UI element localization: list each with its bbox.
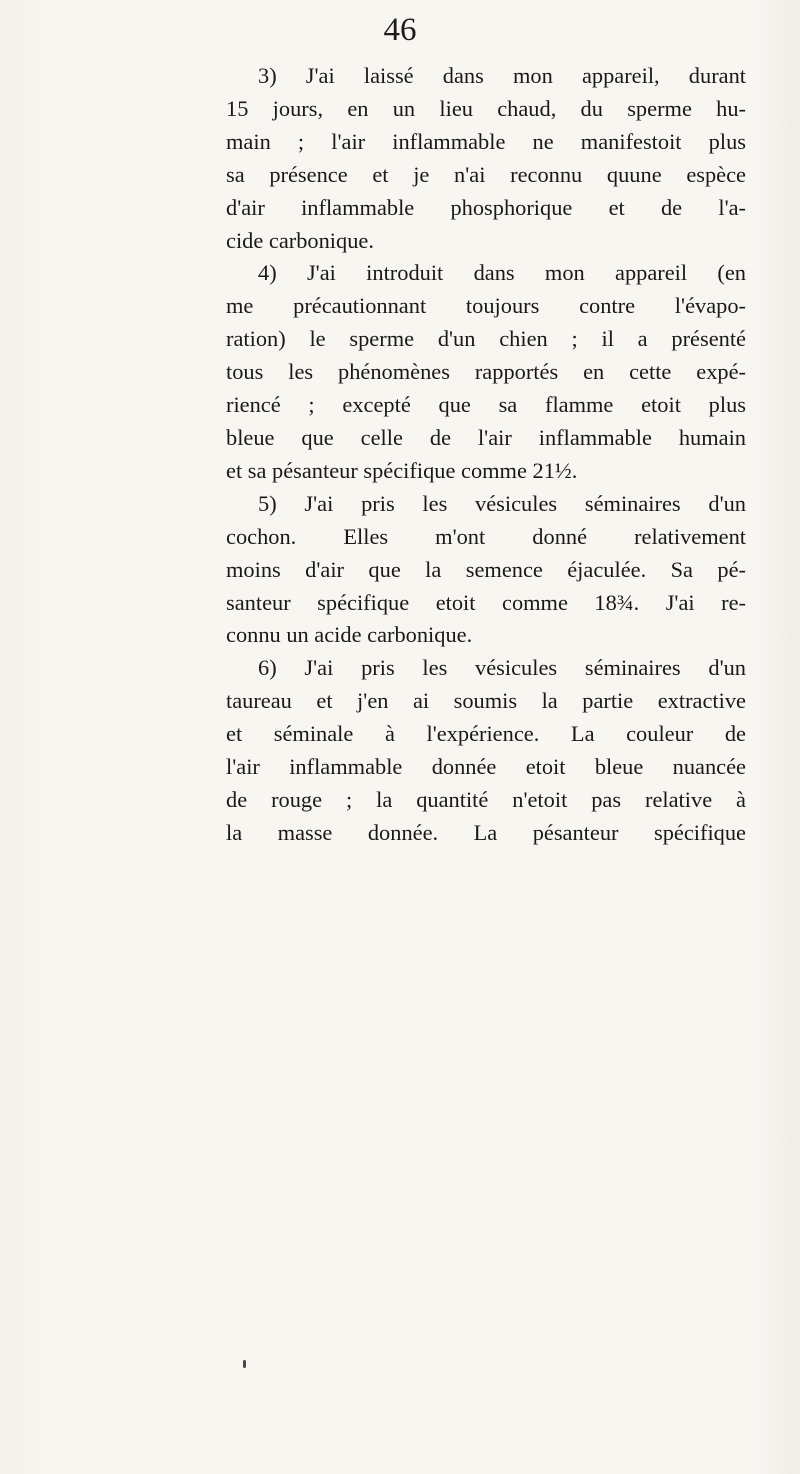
- text-line: taureau et j'en ai soumis la partie extractive: [226, 688, 746, 714]
- text-line: me précautionnant toujours contre l'évapo-: [226, 293, 746, 319]
- paragraph-3: [226, 60, 746, 257]
- text-line: et sa pésanteur spécifique comme 21½.: [226, 457, 578, 483]
- body-text: [226, 60, 746, 850]
- text-line: moins d'air que la semence éjaculée. Sa pé-: [226, 556, 746, 582]
- text-line: sa présence et je n'ai reconnu quune espèce: [226, 161, 746, 187]
- paragraph-6: [226, 652, 746, 849]
- text-line: cochon. Elles m'ont donné relativement: [226, 523, 746, 549]
- text-line: la masse donnée. La pésanteur spécifique: [226, 819, 746, 845]
- text-line: 15 jours, en un lieu chaud, du sperme hu-: [226, 95, 746, 121]
- text-line: riencé ; excepté que sa flamme etoit plus: [226, 392, 746, 418]
- text-line: tous les phénomènes rapportés en cette expé-: [226, 359, 746, 385]
- text-line: de rouge ; la quantité n'etoit pas relative à: [226, 786, 746, 812]
- page-number: 46: [383, 12, 417, 48]
- text-line: 4) J'ai introduit dans mon appareil (en: [258, 260, 746, 286]
- text-line: d'air inflammable phosphorique et de l'a-: [226, 194, 746, 220]
- text-line: ration) le sperme d'un chien ; il a présenté: [226, 326, 746, 352]
- text-line: et séminale à l'expérience. La couleur de: [226, 721, 746, 747]
- text-line: cide carbonique.: [226, 227, 374, 253]
- text-line: santeur spécifique etoit comme 18¾. J'ai re-: [226, 589, 746, 615]
- text-line: 5) J'ai pris les vésicules séminaires d'un: [258, 490, 746, 516]
- text-line: main ; l'air inflammable ne manifestoit plus: [226, 128, 746, 154]
- text-line: l'air inflammable donnée etoit bleue nuancée: [226, 754, 746, 780]
- text-line: 6) J'ai pris les vésicules séminaires d'un: [258, 655, 746, 681]
- paragraph-5: [226, 488, 746, 653]
- text-line: 3) J'ai laissé dans mon appareil, durant: [258, 63, 746, 88]
- text-line: connu un acide carbonique.: [226, 622, 473, 648]
- ink-speck: [243, 1360, 246, 1368]
- paragraph-4: [226, 257, 746, 487]
- text-line: bleue que celle de l'air inflammable humain: [226, 424, 746, 450]
